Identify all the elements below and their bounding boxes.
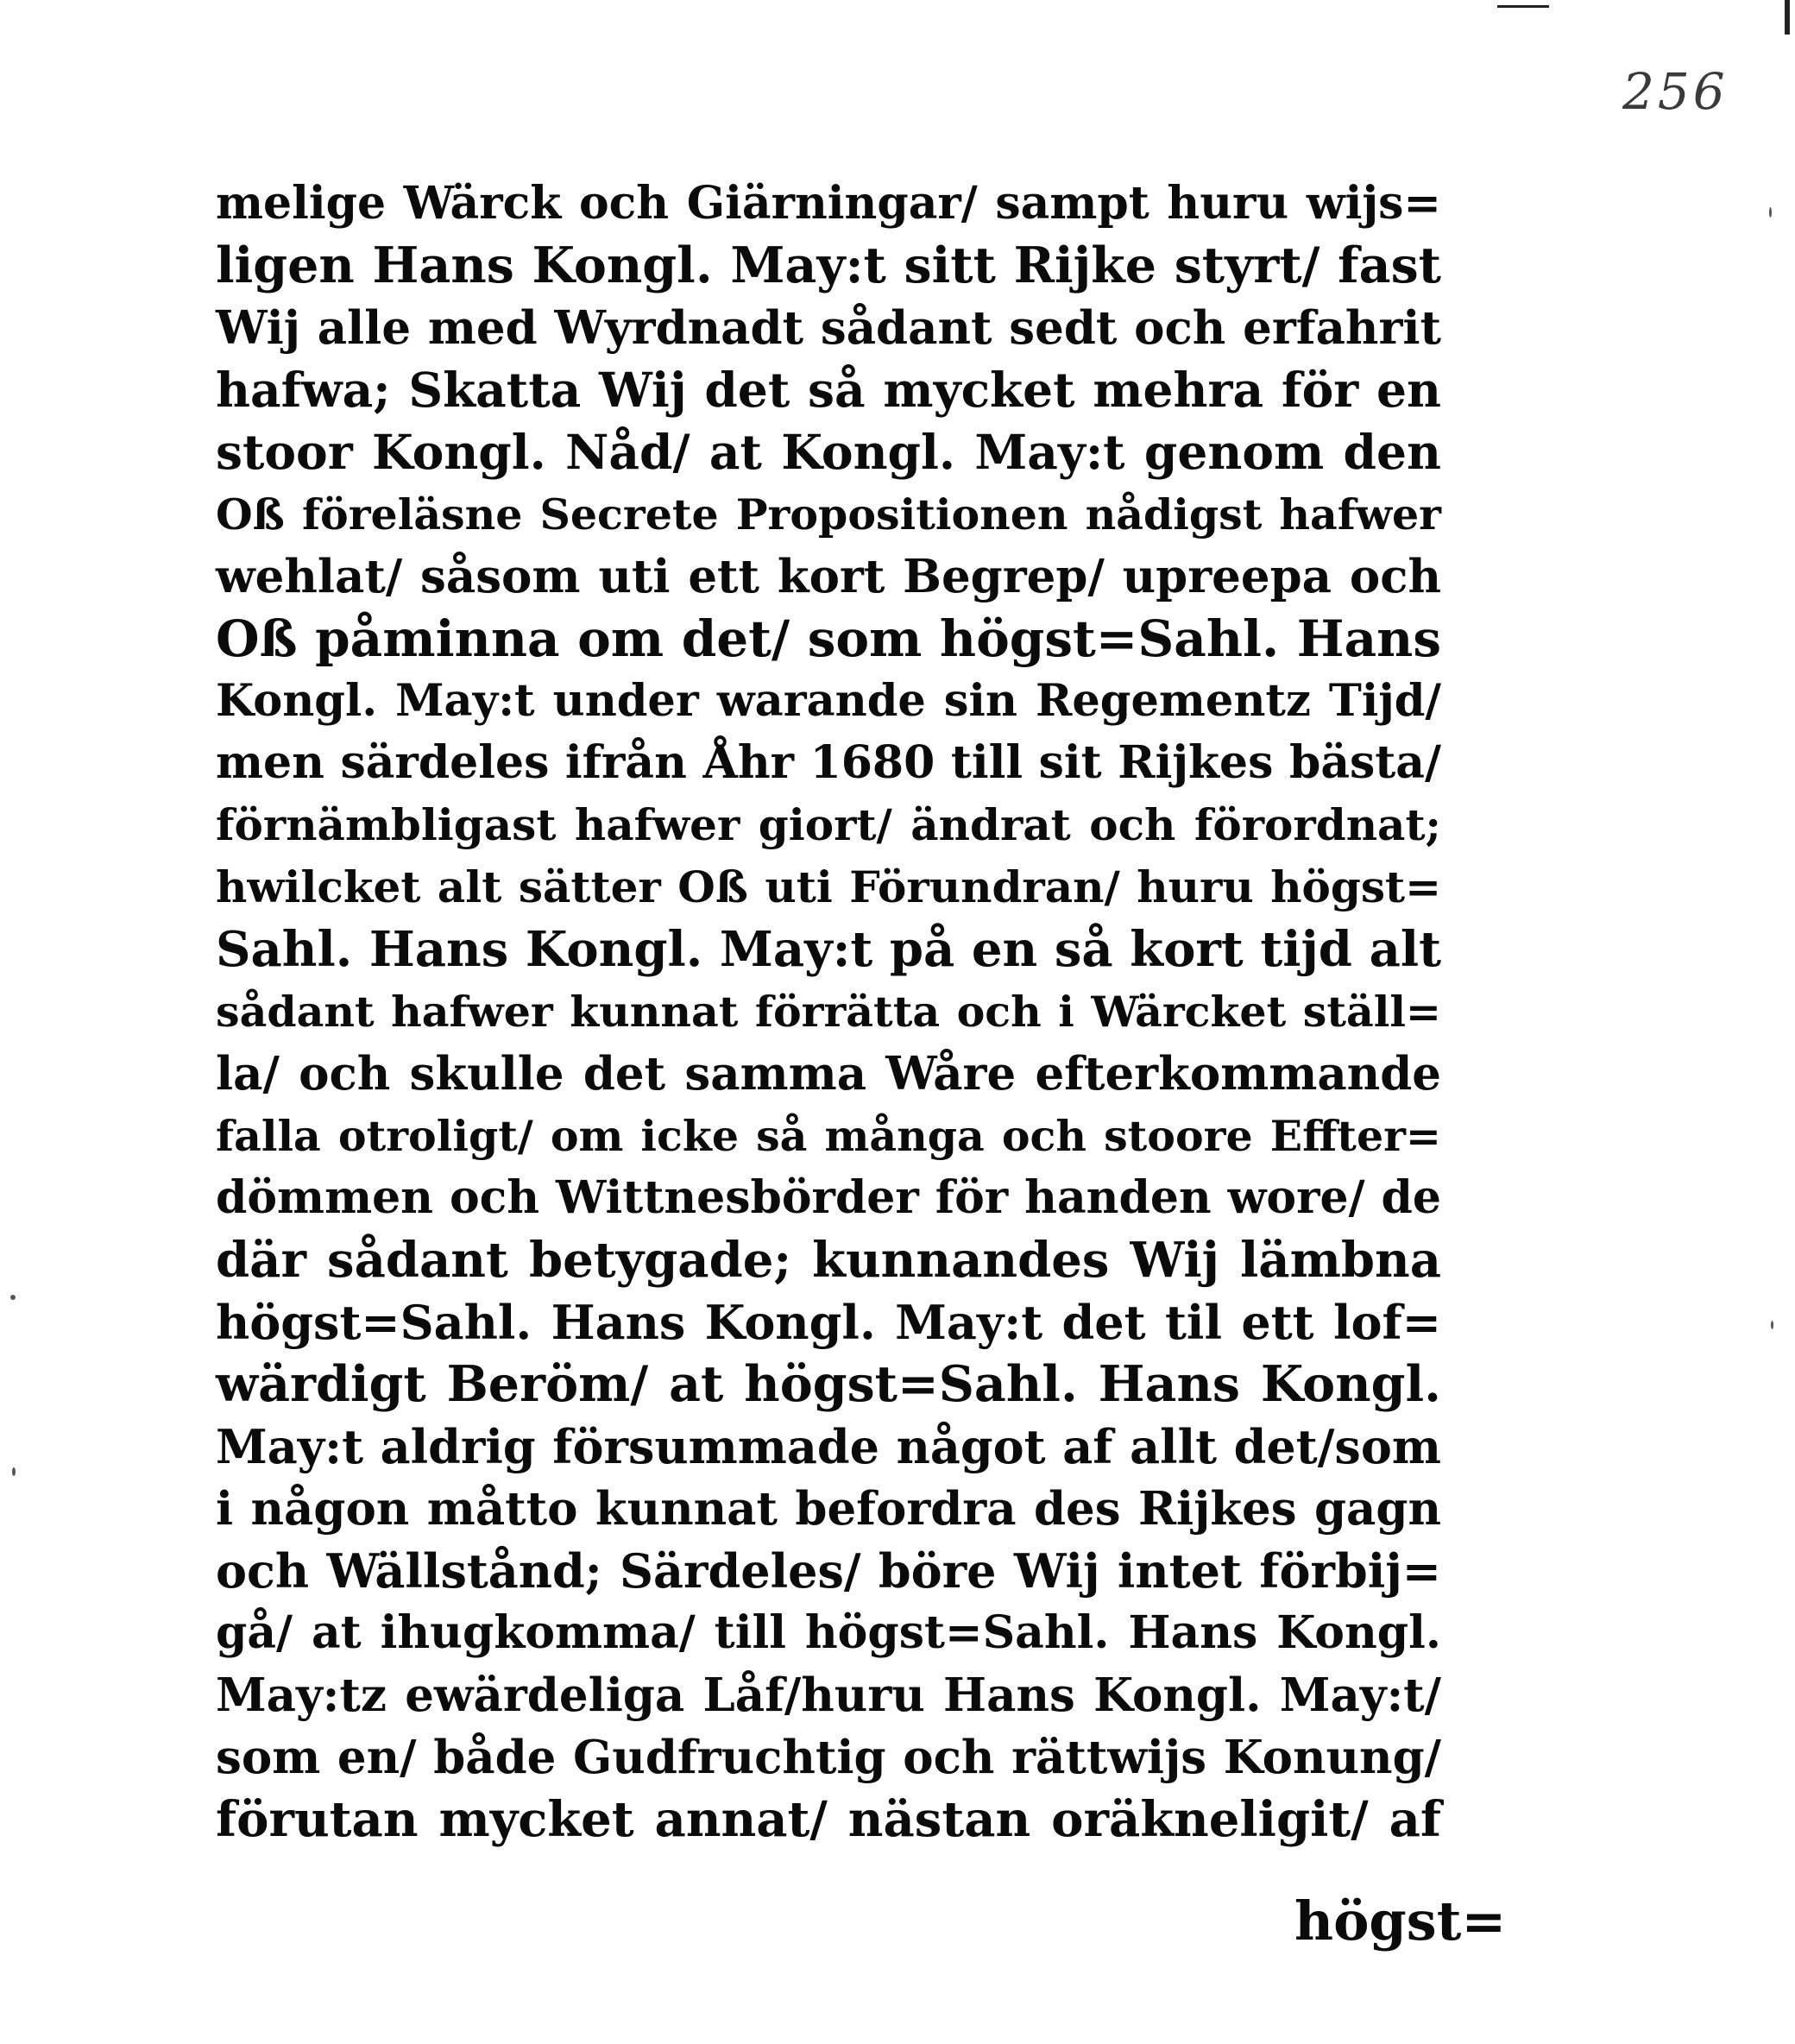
text-line: wehlat/ såsom uti ett kort Begrep/ upreepa och xyxy=(216,550,1441,603)
text-line: Kongl. May:t under warande sin Regementz Tijd/ xyxy=(216,675,1441,727)
text-line: men särdeles ifrån Åhr 1680 till sit Rijkes bästa/ xyxy=(216,736,1441,789)
text-line: som en/ både Gudfruchtig och rättwijs Konung/ xyxy=(216,1731,1441,1784)
scan-speck xyxy=(1771,1321,1773,1329)
text-line: Wij alle med Wyrdnadt sådant sedt och erfahrit xyxy=(216,301,1441,355)
text-line: förnämbligast hafwer giort/ ändrat och förordnat; xyxy=(216,799,1441,850)
text-line: May:t aldrig försummade något af allt det/som xyxy=(216,1419,1441,1474)
text-line: May:tz ewärdeliga Låf/huru Hans Kongl. May:t/ xyxy=(216,1669,1441,1722)
text-line: hafwa; Skatta Wij det så mycket mehra för en xyxy=(216,362,1441,418)
catchword: högst= xyxy=(1294,1889,1507,1953)
text-line: stoor Kongl. Nåd/ at Kongl. May:t genom den xyxy=(216,424,1441,480)
text-line: la/ och skulle det samma Wåre efterkommande xyxy=(216,1047,1441,1101)
scan-speck xyxy=(10,1295,16,1300)
text-line: i någon måtto kunnat befordra des Rijkes gagn xyxy=(216,1482,1441,1536)
text-line: gå/ at ihugkomma/ till högst=Sahl. Hans Kongl. xyxy=(216,1606,1441,1659)
text-line: falla otroligt/ om icke så många och stoore Effter= xyxy=(216,1111,1441,1161)
page-number: 256 xyxy=(1622,62,1729,121)
scan-edge-mark xyxy=(1785,0,1790,35)
text-line: ligen Hans Kongl. May:t sitt Rijke styrt/ fast xyxy=(216,237,1441,294)
text-line: förutan mycket annat/ nästan oräkneligit/ af xyxy=(216,1791,1441,1848)
text-line: wärdigt Beröm/ at högst=Sahl. Hans Kongl. xyxy=(216,1355,1441,1413)
text-line: där sådant betygade; kunnandes Wij lämbna xyxy=(216,1232,1441,1289)
text-line: dömmen och Wittnesbörder för handen wore/ de xyxy=(216,1171,1441,1224)
text-line: Oß påminna om det/ som högst=Sahl. Hans xyxy=(216,609,1441,668)
text-line: melige Wärck och Giärningar/ sampt huru wijs= xyxy=(216,177,1441,230)
scan-speck xyxy=(1769,207,1772,218)
text-line: Sahl. Hans Kongl. May:t på en så kort tijd alt xyxy=(216,921,1441,978)
scan-speck xyxy=(12,1467,16,1476)
text-line: Oß föreläsne Secrete Propositionen nådigst hafwer xyxy=(216,489,1441,539)
text-line: högst=Sahl. Hans Kongl. May:t det til ett lof= xyxy=(216,1295,1441,1350)
scan-edge-mark xyxy=(1497,5,1549,8)
text-line: sådant hafwer kunnat förrätta och i Wärcket ställ= xyxy=(216,987,1441,1037)
body-text xyxy=(216,173,1441,1851)
text-line: och Wällstånd; Särdeles/ böre Wij intet förbij= xyxy=(216,1543,1441,1599)
text-line: hwilcket alt sätter Oß uti Förundran/ huru högst= xyxy=(216,861,1441,912)
